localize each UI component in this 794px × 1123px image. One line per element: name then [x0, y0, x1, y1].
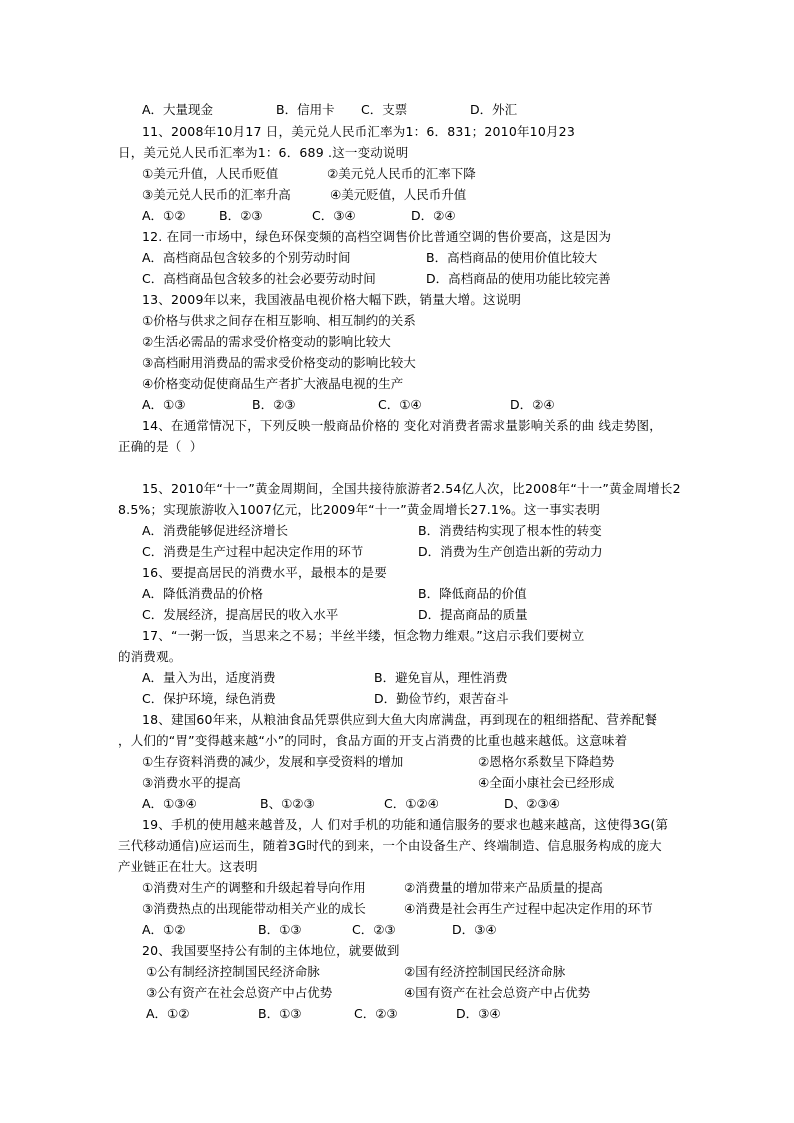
q12-stem: 12. 在同一市场中，绿色环保变频的高档空调售价比普通空调的售价要高，这是因为: [142, 229, 612, 244]
q12-option-d: D．高档商品的使用功能比较完善: [426, 271, 611, 286]
q18-stem-line2: ，人们的“胃”变得越来越“小”的同时，食品方面的开支占消费的比重也越来越低。这意味着: [118, 733, 628, 748]
q20-option-b: B．①③: [258, 1006, 302, 1021]
q10-option-b: B．信用卡: [276, 102, 335, 117]
q13-item-1: ①价格与供求之间存在相互影响、相互制约的关系: [142, 313, 416, 328]
q11-stem-line2: 日，美元兑人民币汇率为1：6．689 .这一变动说明: [118, 145, 409, 160]
q18-item-4: ④全面小康社会已经形成: [478, 775, 615, 790]
q20-item-4: ④国有资产在社会总资产中占优势: [404, 985, 591, 1000]
q17-option-c: C．保护环境，绿色消费: [142, 691, 276, 706]
q17-option-a: A．量入为出，适度消费: [142, 670, 276, 685]
q18-item-1: ①生存资料消费的减少，发展和享受资料的增加: [142, 754, 404, 769]
q19-item-2: ②消费量的增加带来产品质量的提高: [404, 880, 603, 895]
q20-option-a: A．①②: [146, 1006, 190, 1021]
q11-option-c: C．③④: [312, 208, 356, 223]
q20-option-c: C．②③: [354, 1006, 398, 1021]
q12-option-b: B．高档商品的使用价值比较大: [426, 250, 598, 265]
q19-option-c: C．②③: [352, 922, 396, 937]
q18-option-b: B、①②③: [260, 796, 315, 811]
q18-option-c: C．①②④: [384, 796, 439, 811]
q13-option-d: D．②④: [510, 397, 555, 412]
q15-option-a: A．消费能够促进经济增长: [142, 523, 289, 538]
q13-item-3: ③高档耐用消费品的需求受价格变动的影响比较大: [142, 355, 416, 370]
q11-item-4: ④美元贬值，人民币升值: [330, 187, 467, 202]
q19-stem-line3: 产业链正在壮大。这表明: [118, 859, 258, 874]
q19-stem-line2: 三代移动通信)应运而生，随着3G时代的到来，一个由设备生产、终端制造、信息服务构成的庞大: [118, 838, 662, 853]
q18-item-2: ②恩格尔系数呈下降趋势: [478, 754, 615, 769]
q13-stem: 13、2009年以来，我国液晶电视价格大幅下跌，销量大增。这说明: [142, 292, 522, 307]
q12-option-c: C．高档商品包含较多的社会必要劳动时间: [142, 271, 376, 286]
q10-option-d: D．外汇: [470, 102, 518, 117]
q19-option-a: A．①②: [142, 922, 186, 937]
q19-option-b: B．①③: [258, 922, 302, 937]
q13-option-c: C．①④: [378, 397, 422, 412]
q18-option-a: A．①③④: [142, 796, 197, 811]
q11-option-d: D．②④: [411, 208, 456, 223]
q11-item-1: ①美元升值，人民币贬值: [142, 166, 279, 181]
q13-item-4: ④价格变动促使商品生产者扩大液晶电视的生产: [142, 376, 404, 391]
q18-item-3: ③消费水平的提高: [142, 775, 241, 790]
q20-stem: 20、我国要坚持公有制的主体地位，就要做到: [142, 943, 400, 958]
q18-stem-line1: 18、建国60年来，从粮油食品凭票供应到大鱼大肉席满盘，再到现在的粗细搭配、营养配餐: [142, 712, 658, 727]
q19-item-4: ④消费是社会再生产过程中起决定作用的环节: [404, 901, 653, 916]
q15-option-d: D．消费为生产创造出新的劳动力: [418, 544, 603, 559]
q16-stem: 16、要提高居民的消费水平，最根本的是要: [142, 565, 387, 580]
q17-stem-line2: 的消费观。: [118, 649, 182, 664]
q13-option-a: A．①③: [142, 397, 186, 412]
q17-option-b: B．避免盲从，理性消费: [374, 670, 508, 685]
q13-option-b: B．②③: [252, 397, 296, 412]
q11-option-a: A．①②: [142, 208, 186, 223]
q16-option-d: D．提高商品的质量: [418, 607, 528, 622]
q16-option-b: B．降低商品的价值: [418, 586, 527, 601]
q15-option-b: B．消费结构实现了根本性的转变: [418, 523, 602, 538]
q17-option-d: D．勤俭节约，艰苦奋斗: [374, 691, 509, 706]
q15-stem-line2: 8.5%；实现旅游收入1007亿元，比2009年“十一”黄金周增长27.1%。这一事实表明: [118, 502, 601, 517]
q20-item-2: ②国有经济控制国民经济命脉: [404, 964, 566, 979]
q11-item-2: ②美元兑人民币的汇率下降: [327, 166, 476, 181]
q13-item-2: ②生活必需品的需求受价格变动的影响比较大: [142, 334, 391, 349]
q12-option-a: A．高档商品包含较多的个别劳动时间: [142, 250, 351, 265]
q15-stem-line1: 15、2010年“十一”黄金周期间，全国共接待旅游者2.54亿人次，比2008年“十一”黄金周增长2: [142, 481, 681, 496]
q19-item-1: ①消费对生产的调整和升级起着导向作用: [142, 880, 366, 895]
q19-item-3: ③消费热点的出现能带动相关产业的成长: [142, 901, 366, 916]
q18-option-d: D、②③④: [504, 796, 560, 811]
q19-stem-line1: 19、手机的使用越来越普及，人 们对手机的功能和通信服务的要求也越来越高，这使得3G(第: [142, 817, 669, 832]
q14-stem-line1: 14、在通常情况下，下列反映一般商品价格的 变化对消费者需求量影响关系的曲 线走势图，: [142, 418, 662, 433]
q10-option-a: A．大量现金: [142, 102, 214, 117]
q16-option-a: A．降低消费品的价格: [142, 586, 264, 601]
q19-option-d: D．③④: [452, 922, 497, 937]
q20-item-1: ①公有制经济控制国民经济命脉: [146, 964, 320, 979]
q10-option-c: C．支票: [361, 102, 408, 117]
q20-item-3: ③公有资产在社会总资产中占优势: [146, 985, 333, 1000]
q17-stem-line1: 17、“一粥一饭，当思来之不易；半丝半缕，恒念物力维艰。”这启示我们要树立: [142, 628, 585, 643]
q11-option-b: B．②③: [219, 208, 263, 223]
q15-option-c: C．消费是生产过程中起决定作用的环节: [142, 544, 364, 559]
q11-item-3: ③美元兑人民币的汇率升高: [142, 187, 291, 202]
q20-option-d: D．③④: [456, 1006, 501, 1021]
q14-stem-line2: 正确的是（ ）: [118, 439, 203, 454]
q16-option-c: C．发展经济，提高居民的收入水平: [142, 607, 339, 622]
q11-stem-line1: 11、2008年10月17 日，美元兑人民币汇率为1：6．831；2010年10月23: [142, 124, 575, 139]
